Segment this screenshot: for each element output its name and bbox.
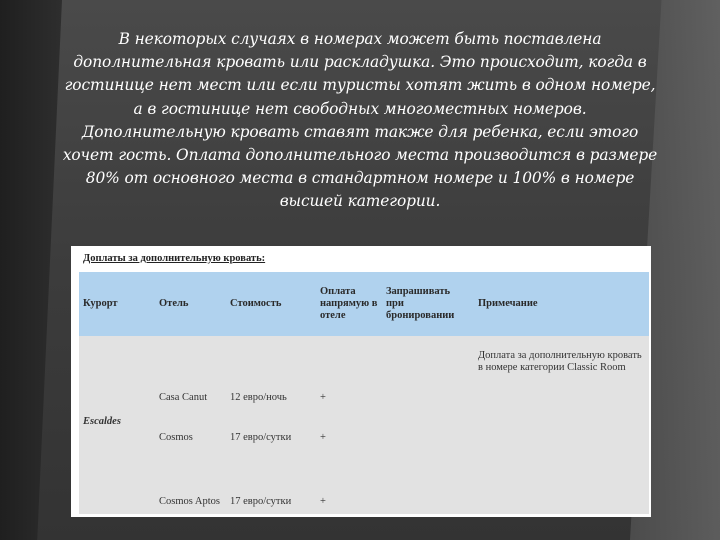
cost-cell: 17 евро/сутки: [230, 432, 292, 443]
resort-cell: Escaldes: [83, 416, 121, 427]
pay-on-site-cell: +: [320, 392, 326, 403]
request-on-booking-cell: [382, 336, 474, 410]
header-note: Примечание: [478, 298, 538, 309]
intro-paragraph: В некоторых случаях в номерах может быть поставлена дополнительная кровать или раскладушка. Это происходит, когда в гостинице нет мест или если туристы хотят жить в одном номере, а в гостинице нет свободных многоместных номеров. Дополнительную кровать ставят также для ребенка, если этого хочет гость. Оплата дополнительного места производится в размере 80% от основного места в стандартном номере и 100% в номере высшей категории.: [62, 30, 658, 211]
note-cell: [474, 450, 649, 514]
table-caption: Доплаты за дополнительную кровать:: [83, 253, 266, 264]
header-cost: Стоимость: [230, 298, 282, 309]
request-on-booking-cell: [382, 450, 474, 514]
pay-on-site-cell: +: [320, 432, 326, 443]
surcharge-table-image: [71, 246, 651, 517]
request-on-booking-cell: [382, 410, 474, 450]
header-request-on-booking: Запрашивать при бронировании: [386, 286, 455, 321]
header-pay-on-site: Оплата напрямую в отеле: [320, 286, 378, 321]
cost-cell: 17 евро/сутки: [230, 496, 292, 507]
pay-on-site-cell: +: [320, 496, 326, 507]
table-row: [79, 450, 649, 514]
header-resort: Курорт: [83, 298, 118, 309]
background-shape-left: [0, 0, 62, 540]
table-row: [79, 410, 649, 450]
hotel-cell: Casa Canut: [159, 392, 208, 403]
table-header-row: [79, 272, 649, 336]
note-cell: Доплата за дополнительную кровать в номере категории Classic Room: [478, 350, 642, 373]
surcharge-table: [79, 272, 649, 514]
hotel-cell: Cosmos Aptos: [159, 496, 220, 507]
hotel-cell: Cosmos: [159, 432, 193, 443]
table-row: [79, 336, 649, 410]
header-hotel: Отель: [159, 298, 189, 309]
cost-cell: 12 евро/ночь: [230, 392, 287, 403]
note-cell: [474, 410, 649, 450]
